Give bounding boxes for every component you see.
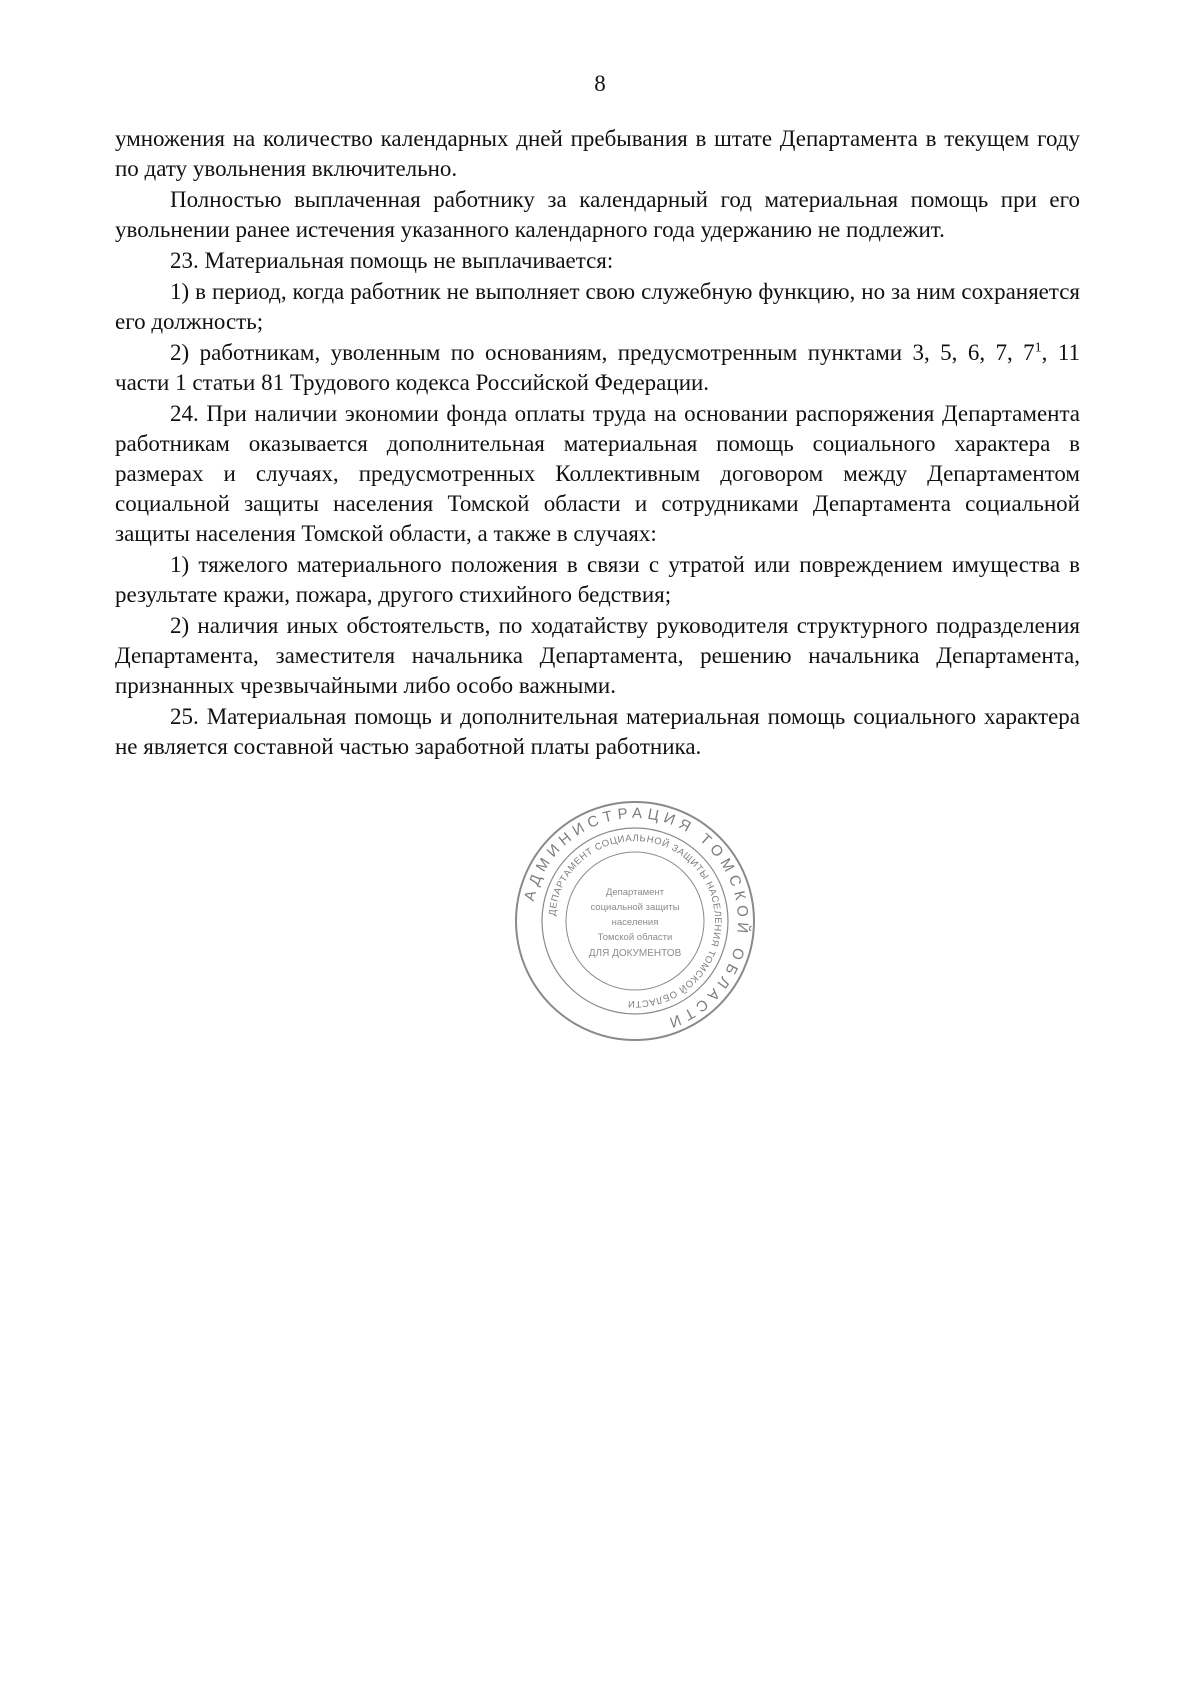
stamp-center-line-1: Департамент bbox=[605, 887, 665, 898]
paragraph-23-item-1: 1) в период, когда работник не выполняет свою служебную функцию, но за ним сохраняется его должность; bbox=[115, 279, 1080, 334]
paragraph-23-item-2-tail: , 11 части 1 статьи 81 Трудового кодекса Российской Федерации. bbox=[115, 340, 1080, 395]
paragraph-23: 23. Материальная помощь не выплачивается: bbox=[170, 248, 614, 273]
paragraph-continuation: умножения на количество календарных дней пребывания в штате Департамента в текущем году по дату увольнения включительно. bbox=[115, 126, 1080, 181]
superscript-1: 1 bbox=[1034, 340, 1042, 356]
document-body bbox=[115, 124, 1080, 763]
stamp-center-line-2: социальной защиты bbox=[590, 902, 680, 913]
stamp-outer-text: АДМИНИСТРАЦИЯ ТОМСКОЙ ОБЛАСТИ bbox=[520, 804, 752, 1033]
paragraph-25: 25. Материальная помощь и дополнительная материальная помощь социального характера не является составной частью заработной платы работника. bbox=[115, 704, 1080, 759]
paragraph-24-item-2: 2) наличия иных обстоятельств, по ходатайству руководителя структурного подразделения Департамента, заместителя начальника Департамента, решению начальника Департамента, признанных чрезвычайными либо особо важными. bbox=[115, 613, 1080, 698]
paragraph-24-item-1: 1) тяжелого материального положения в связи с утратой или повреждением имущества в результате кражи, пожара, другого стихийного бедствия; bbox=[115, 552, 1080, 607]
paragraph-23-item-2-text: 2) работникам, уволенным по основаниям, предусмотренным пунктами 3, 5, 6, 7, 7 bbox=[170, 340, 1035, 365]
stamp-center-caption: ДЛЯ ДОКУМЕНТОВ bbox=[588, 948, 682, 959]
page-number: 8 bbox=[594, 71, 606, 96]
stamp-center-line-3: населения bbox=[611, 917, 659, 928]
stamp-center-line-4: Томской области bbox=[597, 932, 673, 943]
paragraph-24: 24. При наличии экономии фонда оплаты труда на основании распоряжения Департамента работникам оказывается дополнительная материальная помощь социального характера в размерах и случаях, предусмотренных Коллективным договором между Департаментом социальной защиты населения Томской области и сотрудниками Департамента социальной защиты населения Томской области, а также в случаях: bbox=[115, 401, 1080, 546]
paragraph-23-item-2 bbox=[115, 338, 1080, 398]
official-stamp-seal bbox=[512, 798, 758, 1044]
stamp-inner-text: ДЕПАРТАМЕНТ СОЦИАЛЬНОЙ ЗАЩИТЫ НАСЕЛЕНИЯ ТОМСКОЙ ОБЛАСТИ bbox=[547, 832, 724, 1010]
paragraph-full-payment: Полностью выплаченная работнику за календарный год материальная помощь при его увольнении ранее истечения указанного календарного года удержанию не подлежит. bbox=[115, 187, 1080, 242]
